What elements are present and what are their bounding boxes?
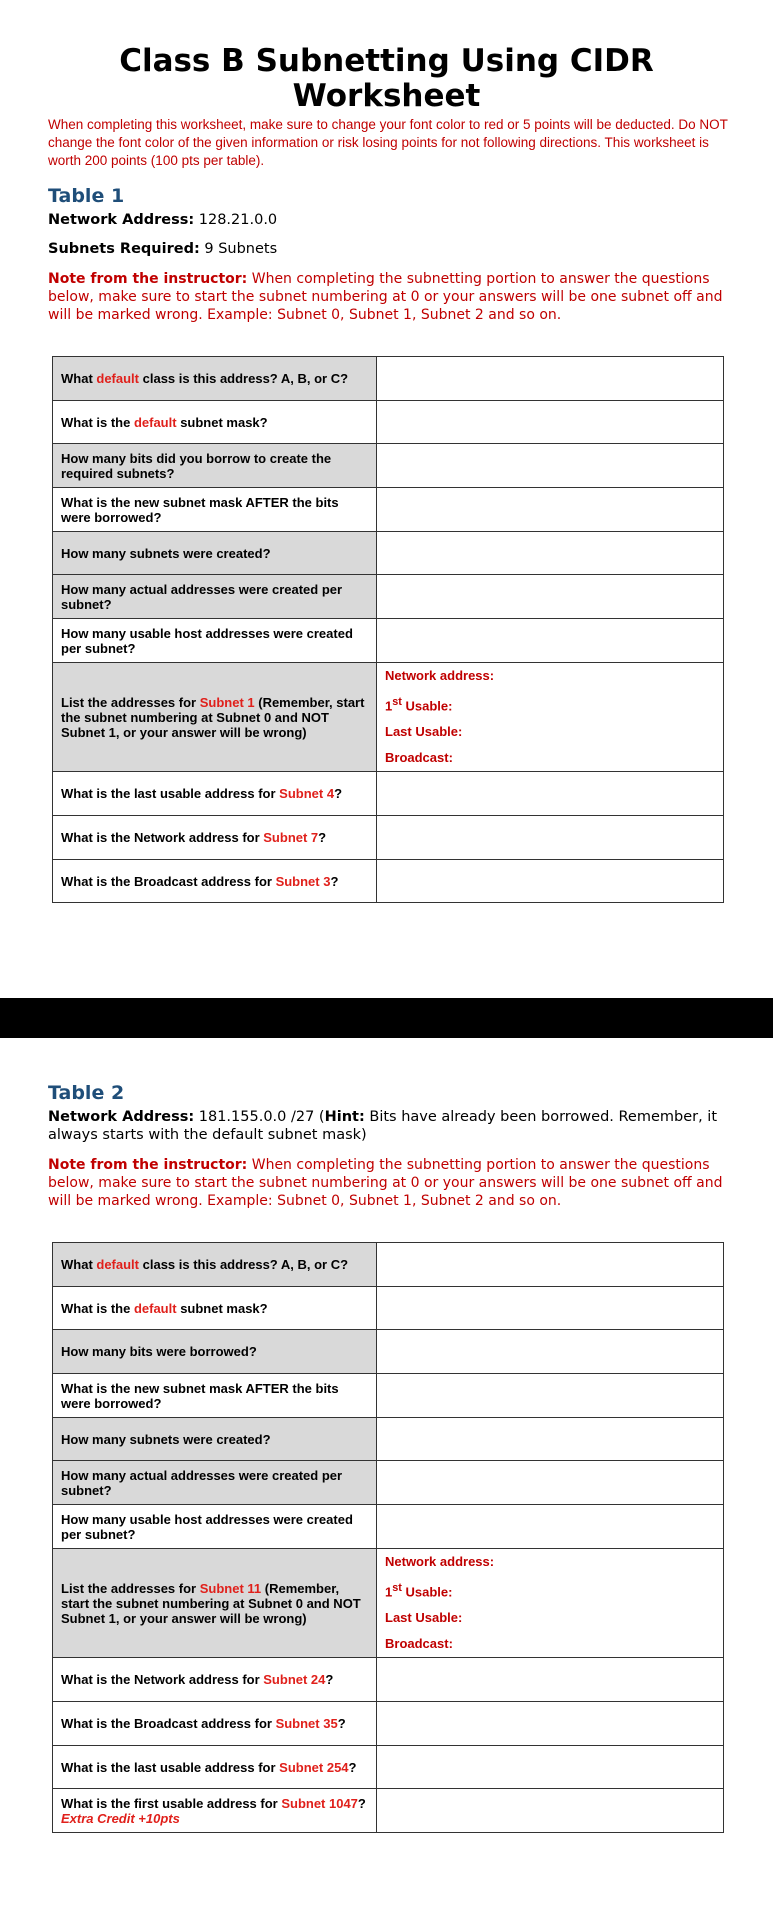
question-cell: What is the last usable address for Subnet 4? [53,772,377,816]
question-cell: How many bits did you borrow to create the required subnets? [53,444,377,488]
table2-heading: Table 2 [48,1082,125,1104]
table1-network-address [48,211,738,229]
table-row [53,532,724,575]
table-row [53,488,724,532]
question-cell: List the addresses for Subnet 11 (Remember, start the subnet numbering at Subnet 0 and NOT Subnet 1, or your answer will be wrong) [53,1549,377,1658]
network-address-label: Network Address: [48,212,195,228]
table-row [53,619,724,663]
answer-field[interactable] [377,1243,724,1287]
table-row [53,1243,724,1287]
answer-field[interactable] [377,575,724,619]
first-usable-label: 1st Usable: [385,696,453,714]
table-row [53,1505,724,1549]
table2-instructor-note [48,1156,738,1210]
answer-field[interactable] [377,1418,724,1461]
question-cell: What is the first usable address for Subnet 1047? Extra Credit +10pts [53,1789,377,1833]
question-cell: How many actual addresses were created per subnet? [53,1461,377,1505]
note-text: When completing the subnetting portion to answer the questions below, make sure to start the subnet numbering at 0 or your answers will be one subnet off and will be marked wrong. Example: Subnet 0, Subnet 1, Subnet 2 and so on. [48,271,723,323]
question-cell: How many subnets were created? [53,532,377,575]
table-row [53,772,724,816]
answer-field[interactable] [377,1702,724,1746]
answer-field[interactable] [377,860,724,903]
question-cell: What is the default subnet mask? [53,401,377,444]
answer-field[interactable] [377,444,724,488]
answer-field[interactable] [377,1287,724,1330]
answer-field[interactable] [377,401,724,444]
table-row [53,816,724,860]
answer-field[interactable] [377,1549,724,1658]
table-row [53,860,724,903]
question-cell: List the addresses for Subnet 1 (Remember, start the subnet numbering at Subnet 0 and NOT Subnet 1, or your answer will be wrong) [53,663,377,772]
table-row [53,1374,724,1418]
answer-field[interactable] [377,1461,724,1505]
page-divider [0,998,773,1038]
table-row [53,357,724,401]
answer-field[interactable] [377,772,724,816]
question-cell: What is the Broadcast address for Subnet 3? [53,860,377,903]
network-address-label: Network address: [385,1554,495,1569]
question-cell: What is the default subnet mask? [53,1287,377,1330]
table-row [53,1658,724,1702]
network-address-value: 128.21.0.0 [194,212,278,228]
network-address-label: Network address: [385,668,495,683]
worksheet-page-2 [0,1038,773,1920]
question-cell: What is the Broadcast address for Subnet 35? [53,1702,377,1746]
question-cell: How many subnets were created? [53,1418,377,1461]
answer-field[interactable] [377,619,724,663]
table-row [53,1702,724,1746]
subnets-required-value: 9 Subnets [199,241,278,257]
hint-text: Bits have already been borrowed. Remember, it always starts with the default subnet mask) [48,1109,718,1143]
answer-field[interactable] [377,1789,724,1833]
subnets-required-label: Subnets Required: [48,241,200,257]
table2-network-address [48,1108,738,1144]
question-cell: How many usable host addresses were created per subnet? [53,1505,377,1549]
question-cell: How many usable host addresses were created per subnet? [53,619,377,663]
question-cell: What is the new subnet mask AFTER the bits were borrowed? [53,488,377,532]
note-label: Note from the instructor: [48,271,248,287]
broadcast-label: Broadcast: [385,1636,453,1652]
question-cell: What default class is this address? A, B, or C? [53,1243,377,1287]
network-address-label: Network Address: [48,1109,195,1125]
table-row [53,401,724,444]
answer-field[interactable] [377,1505,724,1549]
table-row [53,575,724,619]
answer-field[interactable] [377,357,724,401]
table1-heading: Table 1 [48,185,125,207]
note-label: Note from the instructor: [48,1157,248,1173]
table-row [53,1746,724,1789]
answer-field[interactable] [377,1374,724,1418]
broadcast-label: Broadcast: [385,750,453,766]
last-usable-label: Last Usable: [385,1610,463,1626]
answer-field[interactable] [377,816,724,860]
question-cell: How many bits were borrowed? [53,1330,377,1374]
title-line-2: Worksheet [292,78,481,114]
hint-label: Hint: [324,1109,365,1125]
question-cell: What default class is this address? A, B, or C? [53,357,377,401]
question-cell: What is the Network address for Subnet 7? [53,816,377,860]
note-text: When completing the subnetting portion to answer the questions below, make sure to start the subnet numbering at 0 or your answers will be one subnet off and will be marked wrong. Example: Subnet 0, Subnet 1, Subnet 2 and so on. [48,1157,723,1209]
last-usable-label: Last Usable: [385,724,463,740]
table-row [53,1789,724,1833]
table1-instructor-note [48,270,738,324]
table-row [53,444,724,488]
network-address-value: 181.155.0.0 /27 ( [194,1109,325,1125]
intro-instructions: When completing this worksheet, make sure to change your font color to red or 5 points will be deducted. Do NOT change the font color of the given information or risk losing points for not following directions. This worksheet is worth 200 points (100 pts per table). [48,117,728,168]
answer-field[interactable] [377,532,724,575]
question-cell: What is the new subnet mask AFTER the bits were borrowed? [53,1374,377,1418]
question-cell: What is the Network address for Subnet 24? [53,1658,377,1702]
table-row [53,1549,724,1658]
answer-field[interactable] [377,1746,724,1789]
first-usable-label: 1st Usable: [385,1582,453,1600]
extra-credit-label: Extra Credit +10pts [61,1810,180,1826]
table2-worksheet [52,1242,724,1833]
answer-field[interactable] [377,488,724,532]
table-row [53,1461,724,1505]
question-cell: How many actual addresses were created per subnet? [53,575,377,619]
table-row [53,1330,724,1374]
answer-field[interactable] [377,1658,724,1702]
question-cell: What is the last usable address for Subnet 254? [53,1746,377,1789]
table-row [53,663,724,772]
table1-subnets-required [48,240,738,258]
title-line-1: Class B Subnetting Using CIDR [119,43,654,79]
page-title [0,44,773,114]
answer-field[interactable] [377,1330,724,1374]
table-row [53,1287,724,1330]
answer-field[interactable] [377,663,724,772]
table1-worksheet [52,356,724,903]
table-row [53,1418,724,1461]
